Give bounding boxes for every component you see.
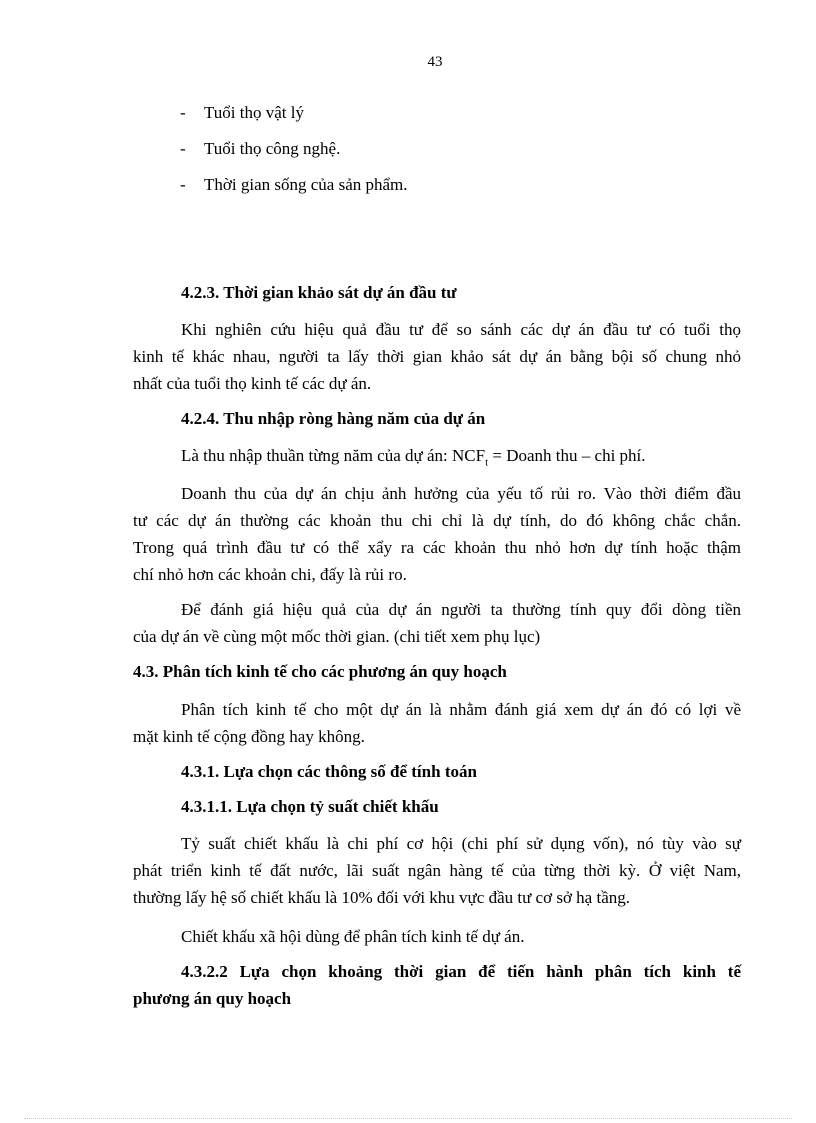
heading-line: 4.3.2.2 Lựa chọn khoảng thời gian để tiến hành phân tích kinh tế <box>181 962 741 981</box>
page-bottom-divider <box>24 1118 792 1119</box>
list-item-text: Tuổi thọ vật lý <box>204 103 304 122</box>
paragraph-ncf <box>133 442 741 476</box>
list-item-text: Thời gian sống của sản phẩm. <box>204 175 408 194</box>
paragraph-economic-analysis <box>133 696 741 750</box>
heading-line: phương án quy hoạch <box>133 989 292 1008</box>
heading-4-2-4: 4.2.4. Thu nhập ròng hàng năm của dự án <box>181 409 486 428</box>
list-item <box>180 103 304 123</box>
paragraph-line: phát triển kinh tế đất nước, lãi suất ngân hàng tế của từng thời kỳ. Ở việt Nam, <box>133 861 741 880</box>
paragraph-line: Để đánh giá hiệu quả của dự án người ta thường tính quy đổi dòng tiền <box>181 600 741 619</box>
paragraph-risk <box>133 480 741 588</box>
list-dash: - <box>180 175 186 194</box>
heading-4-3-1: 4.3.1. Lựa chọn các thông số để tính toán <box>181 762 477 781</box>
paragraph-line: nhất của tuổi thọ kinh tế các dự án. <box>133 374 372 393</box>
heading-4-3-1-1: 4.3.1.1. Lựa chọn tỷ suất chiết khấu <box>181 797 439 816</box>
heading-4-2-3: 4.2.3. Thời gian khảo sát dự án đầu tư <box>181 283 457 302</box>
list-dash: - <box>180 103 186 122</box>
paragraph-line: Phân tích kinh tế cho một dự án là nhằm đánh giá xem dự án đó có lợi về <box>181 700 741 719</box>
ncf-prefix: Là thu nhập thuần từng năm của dự án: NCF <box>181 446 486 465</box>
paragraph-line: Tỷ suất chiết khấu là chi phí cơ hội (chi phí sử dụng vốn), nó tùy vào sự <box>181 834 741 853</box>
paragraph-discount-rate <box>133 830 741 911</box>
paragraph-social-discount <box>133 923 741 950</box>
list-item <box>180 139 340 159</box>
ncf-suffix: = Doanh thu – chi phí. <box>488 446 646 465</box>
heading-4-3-2-2 <box>133 958 741 1012</box>
paragraph-line: Chiết khấu xã hội dùng để phân tích kinh tế dự án. <box>181 927 525 946</box>
paragraph-line: Trong quá trình đầu tư có thể xẩy ra các khoản thu nhỏ hơn dự tính hoặc thậm <box>133 538 741 557</box>
paragraph-line: tư các dự án thường các khoản thu chi chỉ là dự tính, do đó không chắc chắn. <box>133 511 741 530</box>
paragraph-evaluation <box>133 596 741 650</box>
paragraph-survey-period <box>133 316 741 397</box>
paragraph-line: chí nhỏ hơn các khoản chi, đấy là rủi ro. <box>133 565 407 584</box>
ncf-subscript: t <box>485 456 489 469</box>
paragraph-line: của dự án về cùng một mốc thời gian. (chi tiết xem phụ lục) <box>133 627 541 646</box>
paragraph-line <box>133 442 741 476</box>
page-number: 43 <box>427 54 443 70</box>
paragraph-line: thường lấy hệ số chiết khấu là 10% đối với khu vực đầu tư cơ sở hạ tầng. <box>133 888 631 907</box>
paragraph-line: mặt kinh tế cộng đồng hay không. <box>133 727 365 746</box>
paragraph-line: Khi nghiên cứu hiệu quả đầu tư để so sánh các dự án đầu tư có tuổi thọ <box>181 320 741 339</box>
paragraph-line: kinh tế khác nhau, người ta lấy thời gian khảo sát dự án bằng bội số chung nhỏ <box>133 347 741 366</box>
paragraph-line: Doanh thu của dự án chịu ảnh hưởng của yếu tố rủi ro. Vào thời điểm đầu <box>181 484 741 503</box>
list-item-text: Tuổi thọ công nghệ. <box>204 139 341 158</box>
list-item <box>180 175 408 195</box>
list-dash: - <box>180 139 186 158</box>
heading-4-3: 4.3. Phân tích kinh tế cho các phương án quy hoạch <box>133 662 507 681</box>
